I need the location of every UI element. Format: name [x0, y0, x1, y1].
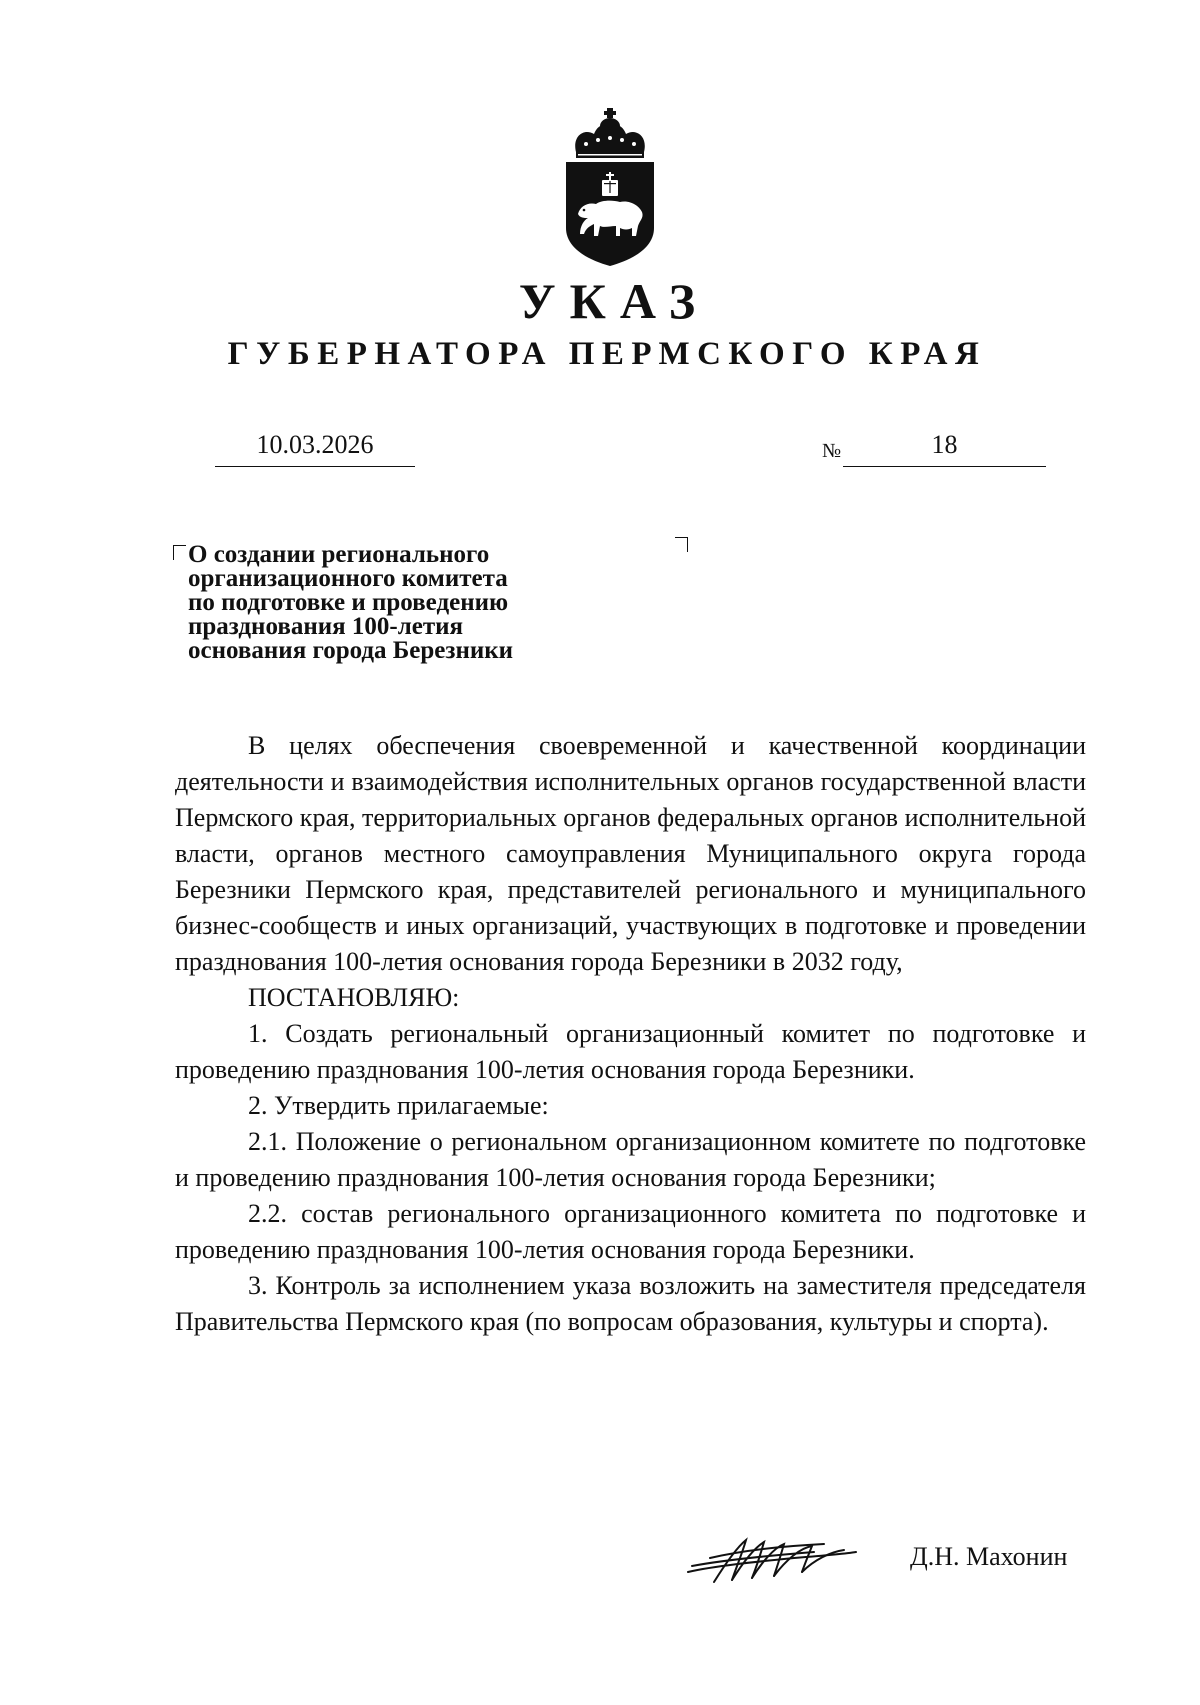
coat-of-arms-icon: [562, 108, 658, 266]
document-body: [175, 728, 1086, 1340]
document-issuer: ГУБЕРНАТОРА ПЕРМСКОГО КРАЯ: [227, 336, 987, 372]
signer-name: Д.Н. Махонин: [910, 1542, 1068, 1571]
decree-word: ПОСТАНОВЛЯЮ:: [248, 983, 460, 1012]
clause-3: 3. Контроль за исполнением указа возложить на заместителя председателя Правительства Пермского края (по вопросам образования, культуры и спорта).: [175, 1271, 1086, 1336]
subject-line: О создании регионального: [188, 541, 490, 568]
document-subject: [188, 543, 668, 663]
subject-line: организационного комитета: [188, 565, 508, 592]
document-date-field: [215, 428, 415, 467]
corner-bracket-left: [173, 545, 186, 560]
document-title: УКАЗ: [518, 273, 710, 329]
clause-2: 2. Утвердить прилагаемые:: [248, 1091, 549, 1120]
clause-2-1: 2.1. Положение о региональном организационном комитете по подготовке и проведению празднования 100-летия основания города Березники;: [175, 1127, 1086, 1192]
clause-2-2: 2.2. состав регионального организационного комитета по подготовке и проведению празднования 100-летия основания города Березники.: [175, 1199, 1086, 1264]
subject-line: основания города Березники: [188, 637, 514, 664]
corner-bracket-right: [675, 537, 688, 552]
handwritten-signature: [684, 1532, 859, 1586]
subject-line: празднования 100-летия: [188, 613, 464, 640]
document-date: 10.03.2026: [256, 430, 374, 459]
preamble-paragraph: В целях обеспечения своевременной и качественной координации деятельности и взаимодействия исполнительных органов государственной власти Пермского края, территориальных органов федеральных органов исполнительной власти, органов местного самоуправления Муниципального округа города Березники Пермского края, представителей регионального и муниципального бизнес-сообществ и иных организаций, участвующих в подготовке и проведении празднования 100-летия основания города Березники в 2032 году,: [175, 731, 1086, 976]
clause-1: 1. Создать региональный организационный комитет по подготовке и проведению празднования 100-летия основания города Березники.: [175, 1019, 1086, 1084]
document-number-field: [843, 428, 1046, 467]
number-label: №: [822, 440, 842, 462]
document-number: 18: [931, 430, 958, 459]
subject-line: по подготовке и проведению: [188, 589, 509, 616]
